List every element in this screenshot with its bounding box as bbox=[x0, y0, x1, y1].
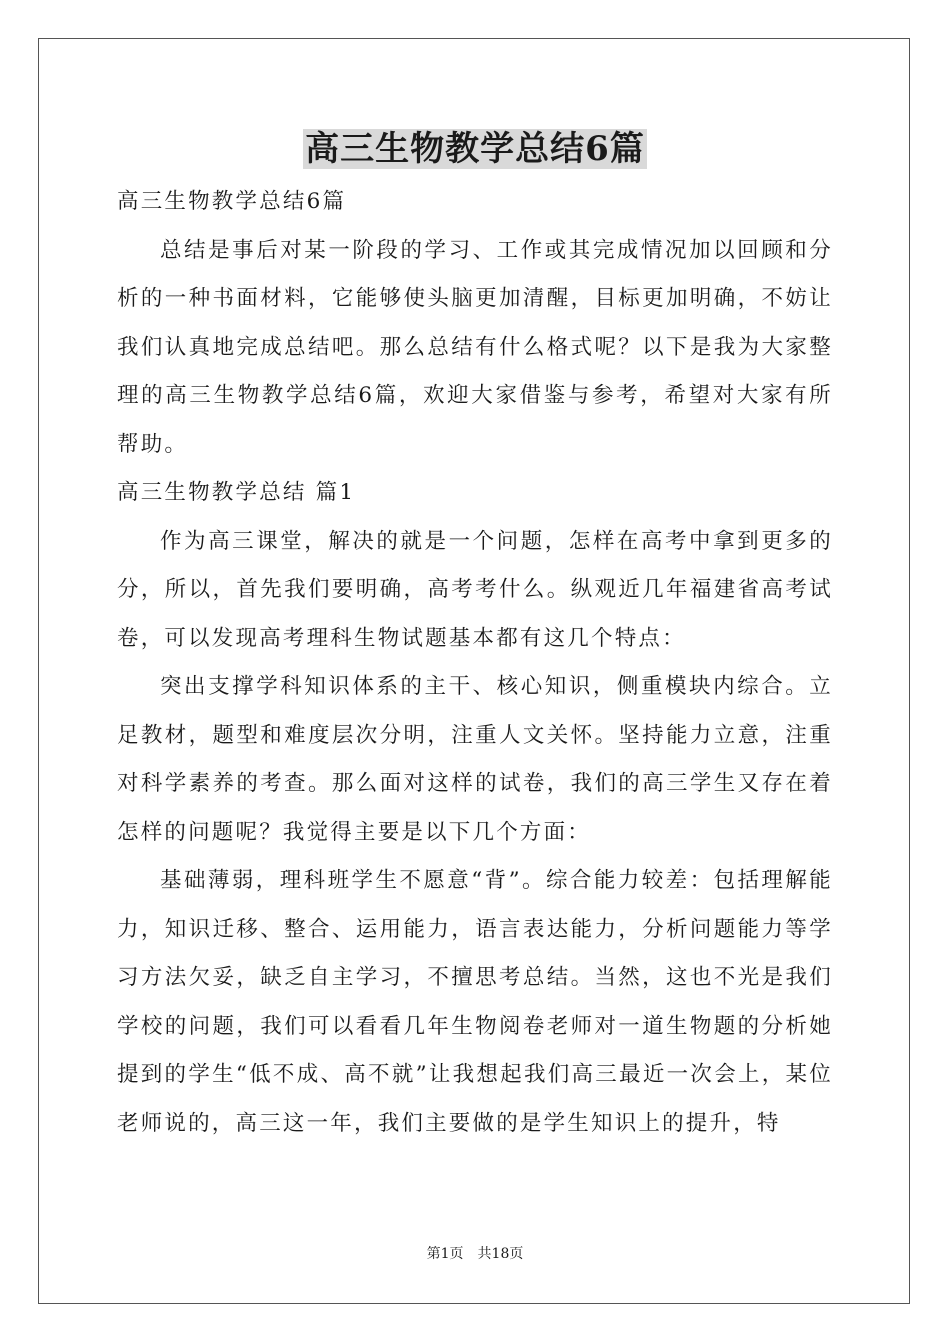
body-paragraph: 基础薄弱，理科班学生不愿意“背”。综合能力较差：包括理解能力，知识迁移、整合、运用能力，语言表达能力，分析问题能力等学习方法欠妥，缺乏自主学习，不擅思考总结。当然，这也不光是我们学校的问题，我们可以看看几年生物阅卷老师对一道生物题的分析她提到的学生“低不成、高不就”让我想起我们高三最近一次会上，某位老师说的，高三这一年，我们主要做的是学生知识上的提升，特 bbox=[117, 868, 833, 1136]
page-number: 第1页 bbox=[426, 1246, 464, 1262]
section-heading: 高三生物教学总结6篇 bbox=[117, 189, 347, 214]
document-body bbox=[117, 178, 833, 1148]
page-footer bbox=[0, 1244, 950, 1264]
body-paragraph: 总结是事后对某一阶段的学习、工作或其完成情况加以回顾和分析的一种书面材料，它能够使头脑更加清醒，目标更加明确，不妨让我们认真地完成总结吧。那么总结有什么格式呢？以下是我为大家整理的高三生物教学总结6篇，欢迎大家借鉴与参考，希望对大家有所帮助。 bbox=[117, 237, 833, 457]
body-paragraph: 突出支撑学科知识体系的主干、核心知识，侧重模块内综合。立足教材，题型和难度层次分明，注重人文关怀。坚持能力立意，注重对科学素养的考查。那么面对这样的试卷，我们的高三学生又存在着怎样的问题呢？我觉得主要是以下几个方面： bbox=[117, 674, 833, 845]
document-title bbox=[0, 127, 950, 171]
body-paragraph: 作为高三课堂，解决的就是一个问题，怎样在高考中拿到更多的分，所以，首先我们要明确，高考考什么。纵观近几年福建省高考试卷，可以发现高考理科生物试题基本都有这几个特点： bbox=[117, 528, 833, 651]
section-heading: 高三生物教学总结 篇1 bbox=[117, 480, 356, 505]
page-total: 共18页 bbox=[477, 1246, 524, 1262]
document-title-text: 高三生物教学总结6篇 bbox=[305, 129, 645, 169]
